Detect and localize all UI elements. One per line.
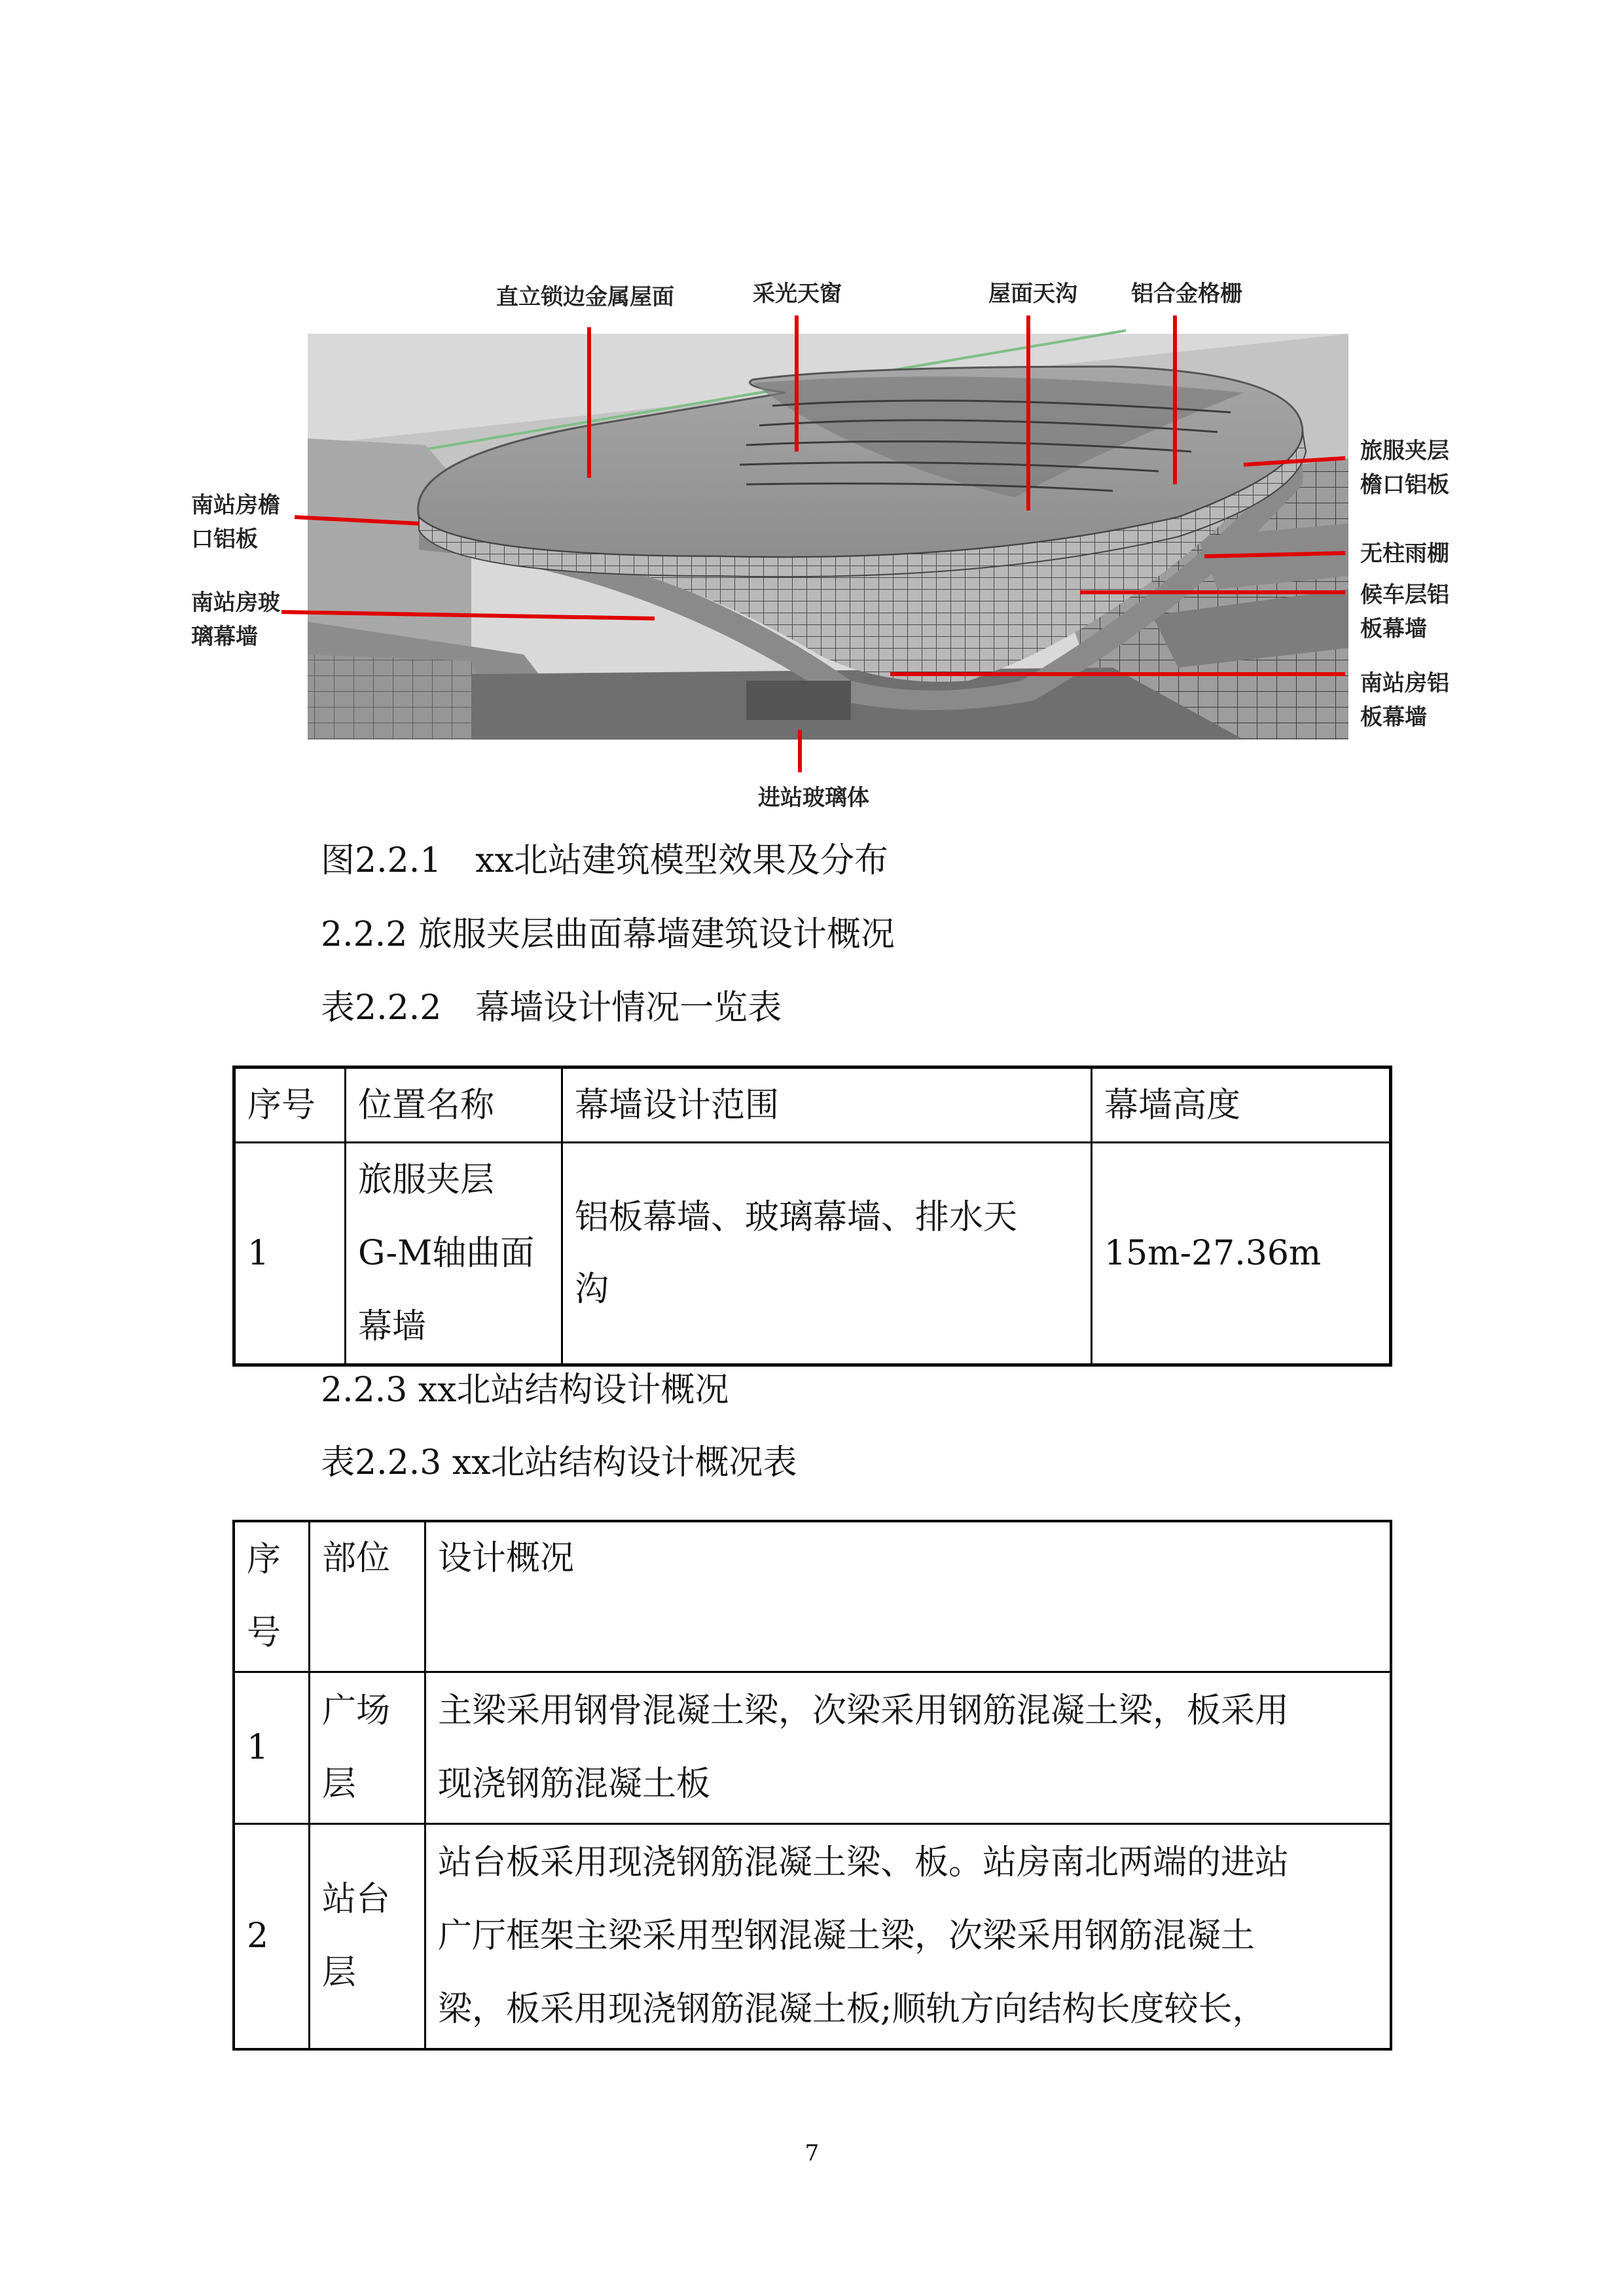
header-cell: 序号 (234, 1067, 346, 1143)
cell-desc-line: 站台板采用现浇钢筋混凝土梁、板。站房南北两端的进站 (438, 1843, 1290, 1883)
table1-title: 表2.2.2 幕墙设计情况一览表 (321, 988, 782, 1028)
cell-no: 2 (234, 1823, 310, 2049)
label-south-al-1: 南站房铝 (1360, 670, 1449, 696)
header-no (234, 1521, 310, 1672)
label-skylight: 采光天窗 (753, 281, 842, 307)
cell-part (310, 1823, 425, 2049)
label-entry-glass: 进站玻璃体 (758, 785, 869, 811)
label-gutter: 屋面天沟 (988, 281, 1077, 307)
header-desc: 设计概况 (425, 1521, 1392, 1672)
cell-scope-line: 铝板幕墙、玻璃幕墙、排水天 (575, 1198, 1018, 1237)
label-south-al-2: 板幕墙 (1360, 704, 1427, 730)
cell-desc (425, 1672, 1392, 1823)
header-cell: 位置名称 (346, 1067, 562, 1143)
label-waiting-1: 候车层铝 (1360, 582, 1449, 608)
cell-desc-line: 广厅框架主梁采用型钢混凝土梁，次梁采用钢筋混凝土 (438, 1916, 1255, 1956)
cell-part-line: 层 (322, 1953, 357, 1993)
table-row (234, 1823, 1391, 2049)
page-number: 7 (804, 2140, 820, 2166)
cell-part-line: 广场 (322, 1691, 391, 1731)
table-header-row (234, 1521, 1391, 1672)
cell-part-line: 站台 (322, 1880, 391, 1920)
table-row (234, 1143, 1391, 1365)
structure-table (232, 1520, 1392, 2051)
header-cell: 幕墙设计范围 (562, 1067, 1092, 1143)
cell-name-line: 幕墙 (358, 1307, 427, 1346)
label-mezz-eave-1: 旅服夹层 (1360, 438, 1449, 464)
cell-desc-line: 现浇钢筋混凝土板 (438, 1765, 711, 1804)
label-south-eave-2: 口铝板 (191, 526, 258, 552)
cell-no: 1 (234, 1143, 346, 1365)
section-heading-2-2-2: 2.2.2 旅服夹层曲面幕墙建筑设计概况 (321, 915, 895, 954)
header-no-line: 号 (247, 1613, 281, 1653)
cell-desc-line: 梁，板采用现浇钢筋混凝土板;顺轨方向结构长度较长， (438, 1990, 1267, 2030)
label-south-glass-1: 南站房玻 (191, 590, 280, 616)
cell-desc-line: 主梁采用钢骨混凝土梁，次梁采用钢筋混凝土梁，板采用 (438, 1691, 1290, 1731)
label-grille: 铝合金格栅 (1131, 281, 1242, 307)
table-row (234, 1672, 1391, 1823)
cell-part-line: 层 (322, 1765, 357, 1804)
label-canopy: 无柱雨棚 (1360, 541, 1449, 567)
building-model-figure (0, 0, 1624, 844)
header-no-line: 序 (247, 1540, 281, 1580)
cell-scope-line: 沟 (575, 1270, 609, 1309)
cell-desc (425, 1823, 1392, 2049)
cell-name (346, 1143, 562, 1365)
table2-title: 表2.2.3 xx北站结构设计概况表 (321, 1443, 797, 1482)
cell-part (310, 1672, 425, 1823)
section-heading-2-2-3: 2.2.3 xx北站结构设计概况 (321, 1371, 729, 1410)
header-part: 部位 (310, 1521, 425, 1672)
cell-scope (562, 1143, 1092, 1365)
label-south-glass-2: 璃幕墙 (191, 624, 258, 650)
figure-caption: 图2.2.1 xx北站建筑模型效果及分布 (321, 841, 888, 880)
cell-name-line: G-M轴曲面 (358, 1234, 535, 1273)
curtain-wall-table (232, 1066, 1392, 1367)
header-cell: 幕墙高度 (1092, 1067, 1391, 1143)
label-south-eave-1: 南站房檐 (191, 492, 280, 518)
cell-name-line: 旅服夹层 (358, 1160, 495, 1200)
label-roof: 直立锁边金属屋面 (496, 284, 674, 310)
label-mezz-eave-2: 檐口铝板 (1360, 472, 1449, 498)
cell-height: 15m-27.36m (1092, 1143, 1391, 1365)
cell-no: 1 (234, 1672, 310, 1823)
label-waiting-2: 板幕墙 (1360, 616, 1427, 642)
table-header-row (234, 1067, 1391, 1143)
